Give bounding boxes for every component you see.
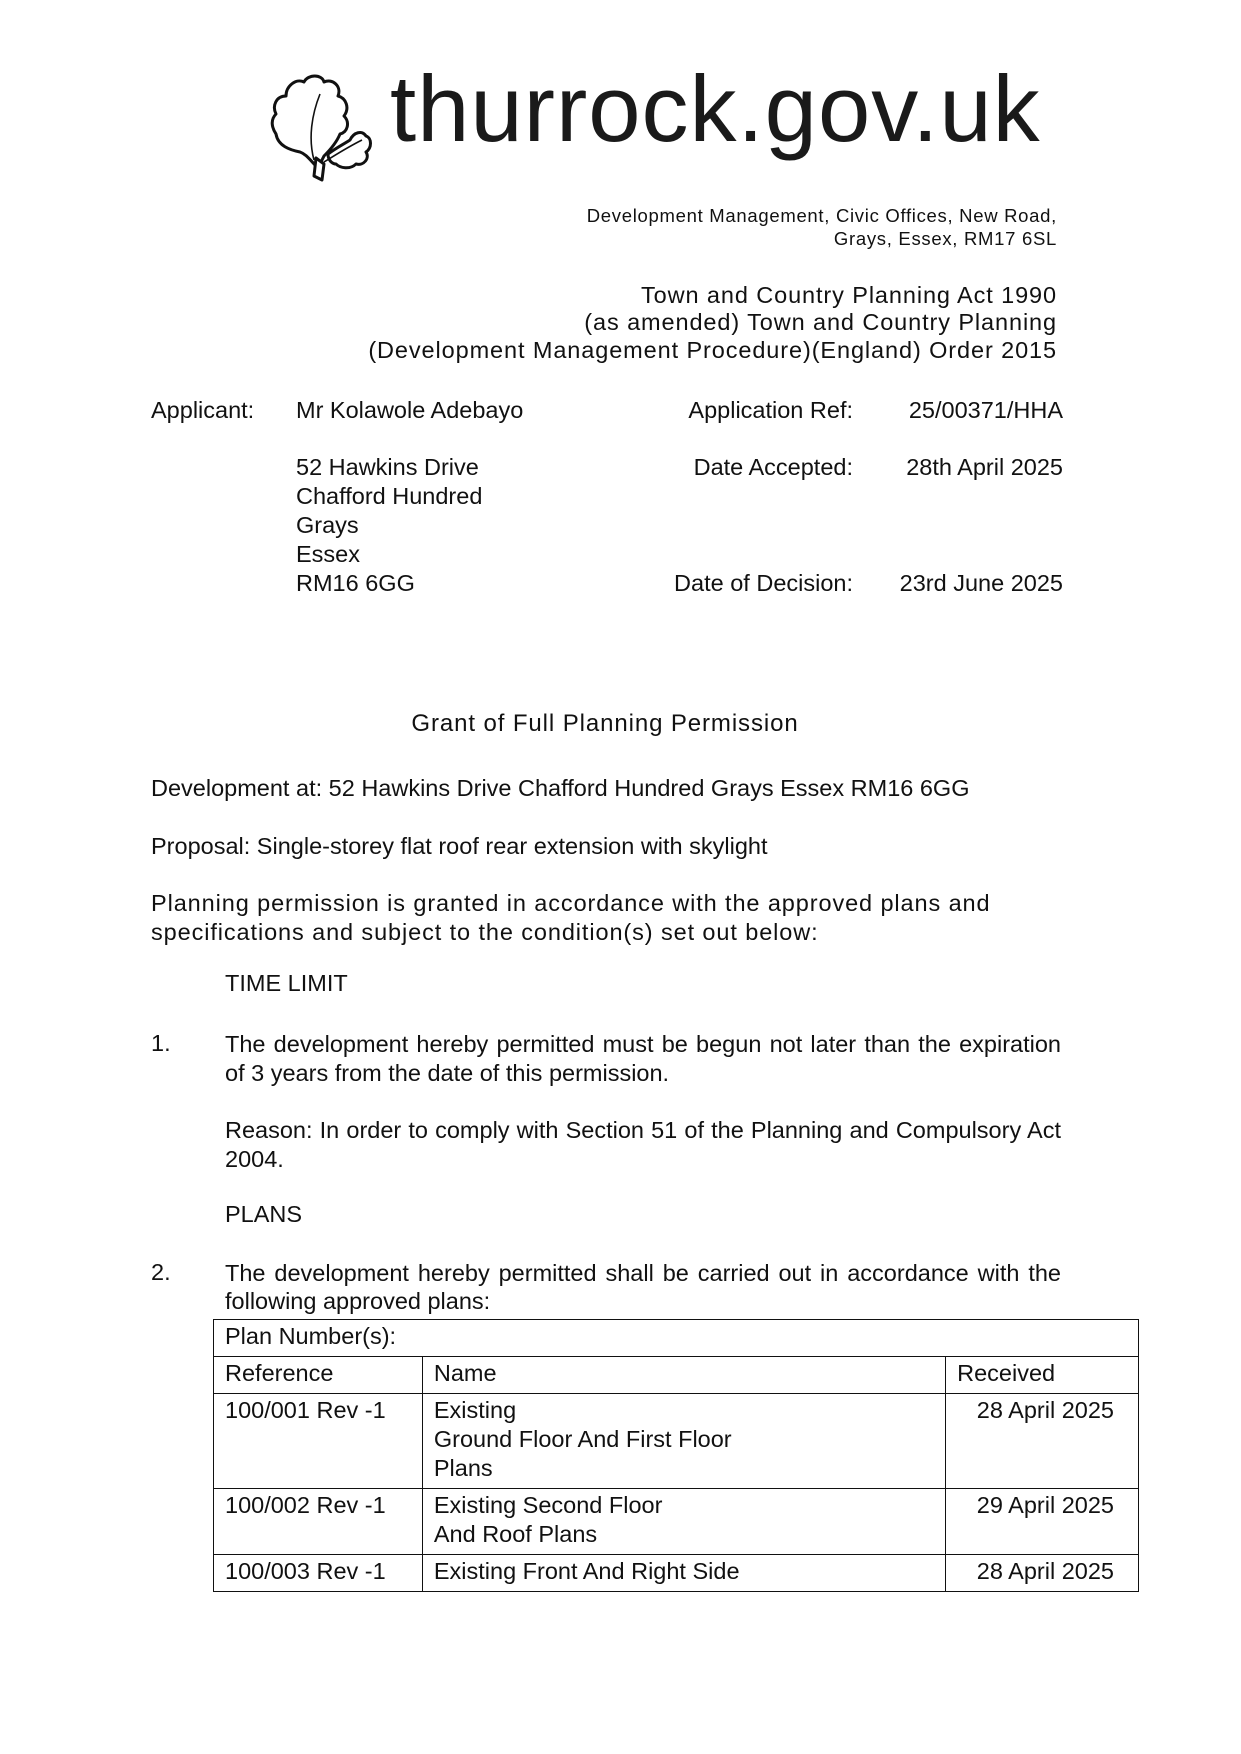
date-accepted-label: Date Accepted: <box>693 454 853 480</box>
applicant-address-line-1: 52 Hawkins Drive <box>296 454 479 480</box>
condition-number-1: 1. <box>151 1030 171 1056</box>
condition-text-2: The development hereby permitted shall be carried out in accordance with the following approved plans: <box>225 1260 1061 1314</box>
column-header-name: Name <box>422 1357 945 1394</box>
plan-name <box>422 1394 945 1489</box>
plans-table <box>213 1319 1139 1592</box>
plan-name-line: And Roof Plans <box>433 1521 598 1547</box>
condition-number-2: 2. <box>151 1259 171 1285</box>
table-row <box>214 1555 1139 1592</box>
plans-table-title: Plan Number(s): <box>214 1320 1139 1357</box>
applicant-address-line-5: RM16 6GG <box>296 570 415 596</box>
plan-reference: 100/001 Rev -1 <box>214 1394 423 1489</box>
column-header-received: Received <box>946 1357 1139 1394</box>
office-address-line-2: Grays, Essex, RM17 6SL <box>833 228 1057 249</box>
plan-name <box>422 1489 945 1555</box>
permission-intro: Planning permission is granted in accordance with the approved plans and specifications and subject to the condition(s) set out below: <box>151 890 991 945</box>
act-line-2: (as amended) Town and Country Planning <box>584 309 1057 335</box>
plan-reference: 100/002 Rev -1 <box>214 1489 423 1555</box>
site-logo-text: thurrock.gov.uk <box>390 56 1041 161</box>
act-line-3: (Development Management Procedure)(England) Order 2015 <box>368 337 1057 363</box>
applicant-address-line-4: Essex <box>296 541 360 567</box>
plan-name-line: Existing Second Floor <box>433 1492 663 1518</box>
applicant-label: Applicant: <box>151 397 255 423</box>
condition-reason-1: Reason: In order to comply with Section 51 of the Planning and Compulsory Act 2004. <box>225 1117 1061 1172</box>
applicant-address-line-2: Chafford Hundred <box>296 483 483 509</box>
plans-table-header-row <box>214 1357 1139 1394</box>
plan-name <box>422 1555 945 1592</box>
plan-name-line: Ground Floor And First Floor <box>433 1426 732 1452</box>
plan-name-line: Existing <box>433 1397 517 1423</box>
document-title: Grant of Full Planning Permission <box>411 710 799 737</box>
plans-table-title-row <box>214 1320 1139 1357</box>
condition-heading-plans: PLANS <box>225 1201 303 1227</box>
table-row <box>214 1489 1139 1555</box>
condition-heading-time-limit: TIME LIMIT <box>225 970 348 996</box>
application-ref-value: 25/00371/HHA <box>908 397 1063 423</box>
date-of-decision-label: Date of Decision: <box>674 570 853 596</box>
application-ref-label: Application Ref: <box>688 397 853 423</box>
applicant-address-line-3: Grays <box>296 512 359 538</box>
development-at: Development at: 52 Hawkins Drive Chafford Hundred Grays Essex RM16 6GG <box>151 775 970 801</box>
proposal: Proposal: Single-storey flat roof rear extension with skylight <box>151 833 768 859</box>
applicant-name: Mr Kolawole Adebayo <box>296 397 524 423</box>
plan-received-date: 28 April 2025 <box>946 1394 1139 1489</box>
date-accepted-value: 28th April 2025 <box>906 454 1063 480</box>
column-header-reference: Reference <box>214 1357 423 1394</box>
plan-received-date: 29 April 2025 <box>946 1489 1139 1555</box>
plan-received-date: 28 April 2025 <box>946 1555 1139 1592</box>
oak-leaf-icon <box>266 68 376 183</box>
act-line-1: Town and Country Planning Act 1990 <box>641 282 1057 308</box>
plan-name-line: Plans <box>433 1455 493 1481</box>
date-of-decision-value: 23rd June 2025 <box>899 570 1063 596</box>
office-address-line-1: Development Management, Civic Offices, New Road, <box>586 205 1057 226</box>
table-row <box>214 1394 1139 1489</box>
condition-text-1: The development hereby permitted must be begun not later than the expiration of 3 years from the date of this permission. <box>225 1031 1061 1086</box>
plan-name-line: Existing Front And Right Side <box>433 1558 740 1584</box>
plan-reference: 100/003 Rev -1 <box>214 1555 423 1592</box>
